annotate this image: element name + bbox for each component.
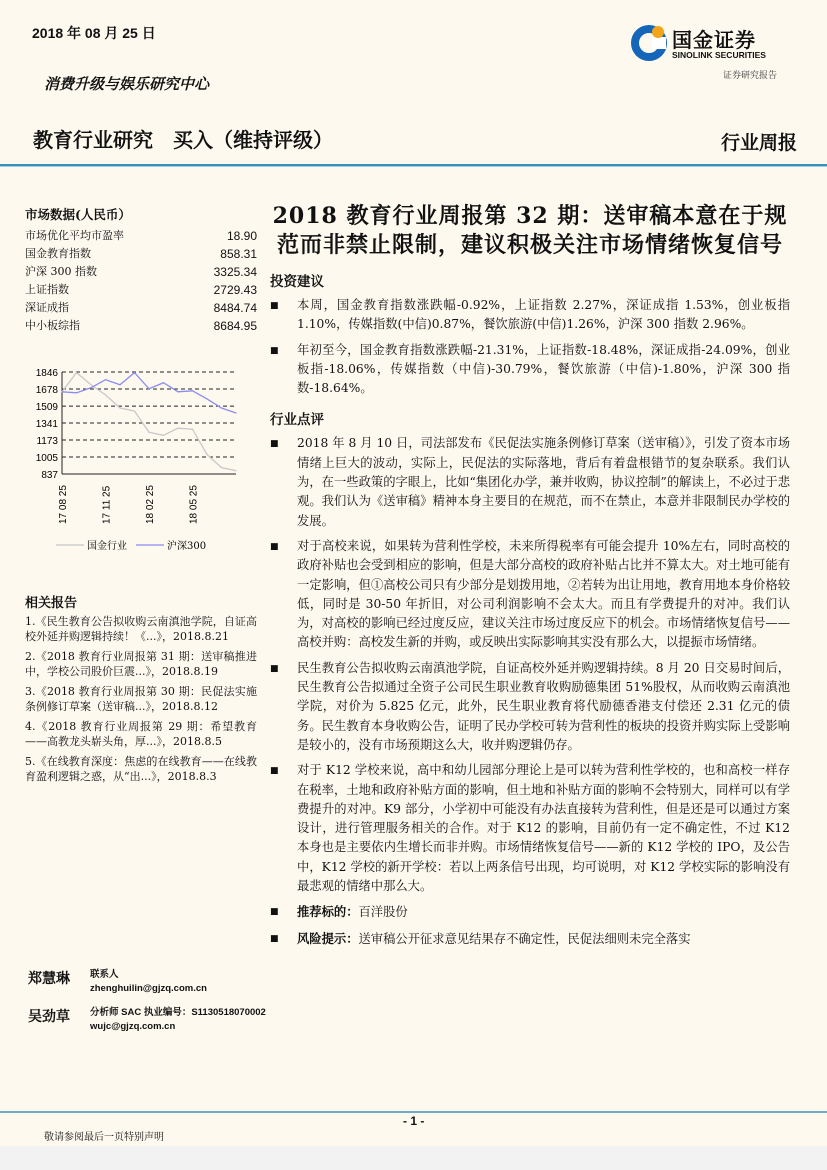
data-point: [148, 432, 149, 433]
market-label: 中小板综指: [25, 319, 80, 332]
data-point: [105, 394, 106, 395]
series-line-1: [62, 373, 236, 413]
data-point: [177, 391, 178, 392]
data-point: [148, 388, 149, 389]
y-tick-label: 1173: [36, 436, 58, 448]
company-logo: [630, 22, 788, 66]
footer-divider: [0, 1111, 827, 1113]
data-point: [76, 372, 77, 373]
author-info: [90, 968, 207, 996]
industry-comment: [270, 537, 790, 653]
industry-comment-text: 2018 年 8 月 10 日，司法部发布《民促法实施条例修订草案（送审稿）》，引发了资本市场情绪上巨大的波动，实际上，民促法的实际落地，背后有着盘根错节的复杂联系。我们认为，在一些政策的字眼上，比如“集团化办学，兼并收购，协议控制”的解读上，不必过于悲观。我们认为《送审稿》精神本身主要目的在规范，而不在禁止，本意并非限制民办学校的发展。: [297, 436, 790, 528]
risk-label: 风险提示：: [297, 930, 359, 946]
x-tick-label: 17 08 25: [58, 485, 69, 524]
data-point: [221, 467, 222, 468]
data-point: [221, 407, 222, 408]
data-point: [134, 372, 135, 373]
industry-comment-text: 对于 K12 学校来说，高中和幼儿园部分理论上是可以转为营利性学校的，也和高校一样存在税率，土地和政府补贴方面的影响，但土地和补贴方面的影响不会特别大，同样可以有学费提升的对冲。K9 部分，小学初中可能没有办法直接转为营利性，但是还是可以通过方案设计，进行管理服务相关的合作。对于 K12 的影响，目前仍有一定不确定性，不过 K12 本身也是主要依内生增长而非并购。市场情绪恢复信号——新的 K12 学校的 IPO，及公告中，K12 学校的新开学校：若以上两条信号出现，均可说明，对 K12 学校实际的影响没有最悲观的情绪中那么大。: [297, 763, 790, 894]
related-reports: [25, 596, 257, 789]
bullet-icon: ■: [270, 663, 279, 674]
author: [28, 1006, 268, 1034]
investment-point-text: 本周，国金教育指数涨跌幅-0.92%，上证指数 2.27%，深证成指 1.53%，创业板指 1.10%，传媒指数(中信)0.87%，餐饮旅游(中信)1.26%，沪深 300 指数 2.96%。: [297, 298, 790, 332]
market-value: 3325.34: [213, 265, 257, 279]
data-point: [61, 391, 62, 392]
index-chart: [18, 355, 248, 555]
report-date: 2018 年 08 月 25 日: [32, 25, 156, 41]
page-number: - 1 -: [403, 1114, 425, 1128]
industry-comment-text: 民生教育公告拟收购云南滇池学院，自证高校外延并购逻辑持续。8 月 20 日交易时间后，民生教育公告拟通过全资子公司民生职业教育收购励德集团 51%股权，从而收购云南滇池学院，对价为 5.825 亿元，此外，民生职业教育将代励德香港支付偿还 2.31 亿元的债务。民生教育本身收购公告，证明了民办学校可转为营利性的板块的投资并购实际上受影响是较小的，没有市场预期这么大，收并购逻辑仍存。: [297, 660, 790, 752]
related-reports-title: 相关报告: [25, 596, 78, 611]
author-role: 分析师 SAC 执业编号：S1130518070002: [90, 1007, 266, 1018]
industry-comment: [270, 761, 790, 896]
author-info: [90, 1006, 266, 1034]
logo-mark-icon: [630, 22, 668, 62]
data-point: [105, 379, 106, 380]
bullet-icon: ■: [270, 541, 279, 552]
market-value: 858.31: [220, 247, 257, 261]
author-name: 郑慧琳: [28, 971, 70, 987]
bullet-icon: ■: [270, 907, 279, 918]
y-tick-label: 1509: [35, 402, 58, 414]
data-point: [163, 435, 164, 436]
rec-value: 百洋股份: [358, 905, 408, 920]
legend-label: 国金行业: [87, 541, 127, 552]
market-value: 8684.95: [213, 319, 257, 333]
related-report-item: 3.《2018 教育行业周报第 30 期：民促法实施条例修订草案（送审稿...》，2018.8.12: [25, 684, 257, 713]
market-row: [25, 263, 257, 281]
data-point: [192, 429, 193, 430]
bullet-icon: ■: [270, 766, 279, 777]
data-point: [235, 470, 236, 471]
investment-point-text: 年初至今，国金教育指数涨跌幅-21.31%，上证指数-18.48%，深证成指-24.09%，创业板指-18.06%，传媒指数（中信)-30.79%，餐饮旅游（中信)-1.80%，沪深 300 指数-18.64%。: [297, 342, 790, 396]
market-label: 国金教育指数: [25, 247, 91, 260]
section-investment-advice: 投资建议: [270, 274, 324, 290]
section-industry-comments: 行业点评: [270, 412, 324, 429]
bullet-icon: ■: [270, 439, 279, 450]
market-label: 上证指数: [25, 283, 69, 296]
market-data-title: 市场数据(人民币）: [25, 207, 131, 222]
data-point: [235, 412, 236, 413]
market-row: [25, 227, 257, 245]
research-center: 消费升级与娱乐研究中心: [44, 75, 210, 93]
data-point: [206, 454, 207, 455]
industry-rating: 教育行业研究 买入（维持评级）: [33, 128, 333, 152]
author-role: 联系人: [90, 969, 119, 980]
logo-english: SINOLINK SECURITIES: [672, 50, 766, 60]
bullet-icon: ■: [270, 345, 279, 356]
y-tick-label: 1846: [35, 368, 58, 379]
investment-point: [270, 341, 790, 399]
header-divider: [0, 164, 827, 167]
data-point: [177, 428, 178, 429]
data-point: [192, 390, 193, 391]
market-value: 2729.43: [213, 283, 257, 297]
industry-comment-text: 对于高校来说，如果转为营利性学校，未来所得税率有可能会提升 10%左右，同时高校的政府补贴也会受到相应的影响，但是大部分高校的政府补贴占比并不算太大。对土地可能有一定影响，但①高校公司只有少部分是划拨用地，②若转为出让用地，教育用地本身价格较低，同时是 30-50 年折旧，对公司利润影响不会太大。而且有学费提升的对冲。我们认为，对高校的影响已经过度反应，建议关注市场过度反应下的机会。市场情绪恢复信号——高校并购：高校发生新的并购，或反映出实际影响其实没有那么大，以提振市场情绪。: [297, 538, 790, 650]
x-tick-label: 18 02 25: [145, 485, 156, 524]
y-tick-label: 837: [41, 470, 58, 481]
recommendation: [270, 902, 790, 922]
market-label: 深证成指: [25, 301, 69, 314]
market-value: 8484.74: [213, 301, 257, 315]
market-row: [25, 299, 257, 317]
y-tick-label: 1678: [35, 384, 58, 396]
logo-subtitle: 证券研究报告: [723, 71, 778, 81]
data-point: [134, 410, 135, 411]
author-email: wujc@gjzq.com.cn: [90, 1021, 176, 1032]
data-point: [119, 407, 120, 408]
main-content: [270, 202, 790, 955]
market-row: [25, 245, 257, 263]
market-row: [25, 317, 257, 335]
data-point: [76, 392, 77, 393]
y-tick-label: 1005: [35, 453, 58, 465]
data-point: [119, 384, 120, 385]
industry-comment: [270, 659, 790, 755]
industry-comment: [270, 434, 790, 530]
related-report-item: 1.《民生教育公告拟收购云南滇池学院，自证高校外延并购逻辑持续！《...》，2018.8.21: [25, 614, 257, 643]
author-name: 吴劲草: [28, 1009, 70, 1025]
data-point: [206, 398, 207, 399]
related-report-item: 4.《2018 教育行业周报第 29 期：希望教育——高教龙头崭头角，厚...》，2018.8.5: [25, 719, 257, 748]
data-point: [90, 387, 91, 388]
x-tick-label: 18 05 25: [188, 485, 200, 524]
report-title: 2018 教育行业周报第 32 期：送审稿本意在于规范而非禁止限制，建议积极关注市场情绪恢复信号: [272, 203, 788, 258]
author: [28, 968, 268, 996]
data-point: [90, 384, 91, 385]
disclaimer: 敬请参阅最后一页特别声明: [44, 1132, 164, 1143]
x-tick-label: 17 11 25: [101, 485, 113, 524]
logo-brand: 国金证券: [672, 28, 756, 52]
legend-label: 沪深300: [167, 541, 207, 552]
author-email: zhenghuilin@gjzq.com.cn: [90, 983, 207, 994]
risk-value: 送审稿公开征求意见结果存不确定性，民促法细则未完全落实: [358, 931, 691, 946]
market-label: 沪深 300 指数: [25, 265, 97, 278]
bullet-icon: ■: [270, 301, 279, 311]
related-report-item: 2.《2018 教育行业周报第 31 期：送审稿推进中，学校公司股价巨震...》，2018.8.19: [25, 649, 257, 678]
bullet-icon: ■: [270, 933, 279, 944]
authors: [28, 968, 268, 1044]
report-type: 行业周报: [720, 132, 797, 154]
market-data: [25, 205, 257, 335]
y-tick-label: 1341: [35, 419, 58, 431]
rec-label: 推荐标的：: [297, 904, 359, 920]
series-line-0: [62, 373, 236, 471]
data-point: [163, 382, 164, 383]
related-report-item: 5.《在线教育深度：焦虑的在线教育——在线教育盈利逻辑之惑，从“出...》，2018.8.3: [25, 754, 257, 783]
market-value: 18.90: [226, 229, 257, 243]
market-row: [25, 281, 257, 299]
market-label: 市场优化平均市盈率: [25, 229, 124, 242]
risk-warning: [270, 929, 790, 949]
investment-point: [270, 296, 790, 335]
